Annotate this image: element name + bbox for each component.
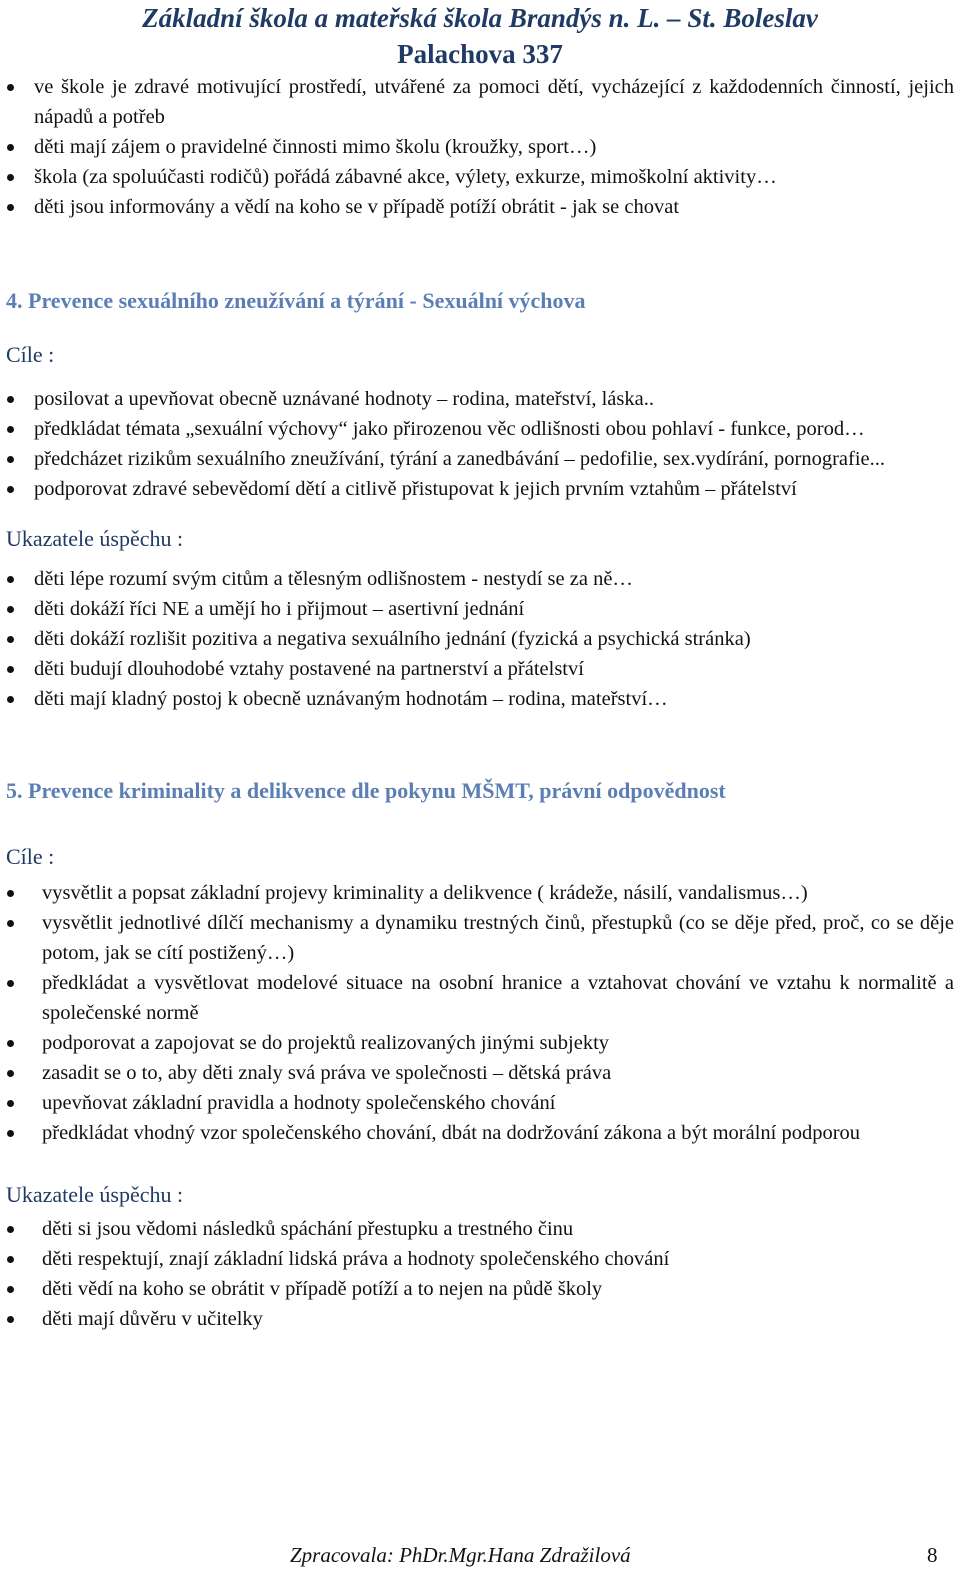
section-4-goals-label: Cíle : — [6, 342, 55, 367]
list-item: děti lépe rozumí svým citům a tělesným odlišnostem - nestydí se za ně… — [0, 564, 960, 594]
list-item: děti si jsou vědomi následků spáchání přestupku a trestného činu — [0, 1214, 960, 1244]
section-5-goals-list — [0, 878, 960, 1148]
section-5-title: 5. Prevence kriminality a delikvence dle pokynu MŠMT, právní odpovědnost — [6, 778, 726, 803]
list-item: vysvětlit a popsat základní projevy kriminality a delikvence ( krádeže, násilí, vandalismus…) — [0, 878, 960, 908]
list-item: ve škole je zdravé motivující prostředí, utvářené za pomoci dětí, vycházející z každodenních činností, jejich nápadů a potřeb — [0, 72, 960, 132]
list-item: děti dokáží rozlišit pozitiva a negativa sexuálního jednání (fyzická a psychická stránka) — [0, 624, 960, 654]
section-4-goals-list — [0, 384, 960, 504]
list-item: děti dokáží říci NE a umějí ho i přijmout – asertivní jednání — [0, 594, 960, 624]
section-4-indicators-label: Ukazatele úspěchu : — [6, 526, 184, 551]
section-5-indicators-label: Ukazatele úspěchu : — [6, 1182, 184, 1207]
section-4-indicators-list — [0, 564, 960, 714]
page-footer — [0, 1540, 960, 1570]
footer-author: Zpracovala: PhDr.Mgr.Hana Zdražilová — [290, 1543, 631, 1567]
list-item: děti mají zájem o pravidelné činnosti mimo školu (kroužky, sport…) — [0, 132, 960, 162]
school-address: Palachova 337 — [397, 39, 563, 69]
list-item: děti mají kladný postoj k obecně uznávaným hodnotám – rodina, mateřství… — [0, 684, 960, 714]
list-item: děti budují dlouhodobé vztahy postavené na partnerství a přátelství — [0, 654, 960, 684]
list-item: škola (za spoluúčasti rodičů) pořádá zábavné akce, výlety, exkurze, mimoškolní aktivity… — [0, 162, 960, 192]
list-item: děti jsou informovány a vědí na koho se v případě potíží obrátit - jak se chovat — [0, 192, 960, 222]
section-4-title: 4. Prevence sexuálního zneužívání a týrání - Sexuální výchova — [6, 288, 586, 313]
list-item: předkládat témata „sexuální výchovy“ jako přirozenou věc odlišnosti obou pohlaví - funkce, porod… — [0, 414, 960, 444]
section-5-goals-label: Cíle : — [6, 844, 55, 869]
section-5-indicators-list — [0, 1214, 960, 1334]
list-item: posilovat a upevňovat obecně uznávané hodnoty – rodina, mateřství, láska.. — [0, 384, 960, 414]
list-item: podporovat a zapojovat se do projektů realizovaných jinými subjekty — [0, 1028, 960, 1058]
page-number: 8 — [927, 1543, 938, 1567]
list-item: děti respektují, znají základní lidská práva a hodnoty společenského chování — [0, 1244, 960, 1274]
list-item: předcházet rizikům sexuálního zneužívání, týrání a zanedbávání – pedofilie, sex.vydírání, pornografie... — [0, 444, 960, 474]
school-name: Základní škola a mateřská škola Brandýs n. L. – St. Boleslav — [142, 3, 818, 33]
list-item: předkládat a vysvětlovat modelové situace na osobní hranice a vztahovat chování ve vztahu k normalitě a společenské normě — [0, 968, 960, 1028]
list-item: upevňovat základní pravidla a hodnoty společenského chování — [0, 1088, 960, 1118]
list-item: předkládat vhodný vzor společenského chování, dbát na dodržování zákona a být morální podporou — [0, 1118, 960, 1148]
list-item: zasadit se o to, aby děti znaly svá práva ve společnosti – dětská práva — [0, 1058, 960, 1088]
list-item: děti mají důvěru v učitelky — [0, 1304, 960, 1334]
list-item: podporovat zdravé sebevědomí dětí a citlivě přistupovat k jejich prvním vztahům – přátelství — [0, 474, 960, 504]
page-header — [0, 0, 960, 72]
list-item: děti vědí na koho se obrátit v případě potíží a to nejen na půdě školy — [0, 1274, 960, 1304]
intro-list — [0, 72, 960, 222]
list-item: vysvětlit jednotlivé dílčí mechanismy a dynamiku trestných činů, přestupků (co se děje před, proč, co se děje potom, jak se cítí postižený…) — [0, 908, 960, 968]
